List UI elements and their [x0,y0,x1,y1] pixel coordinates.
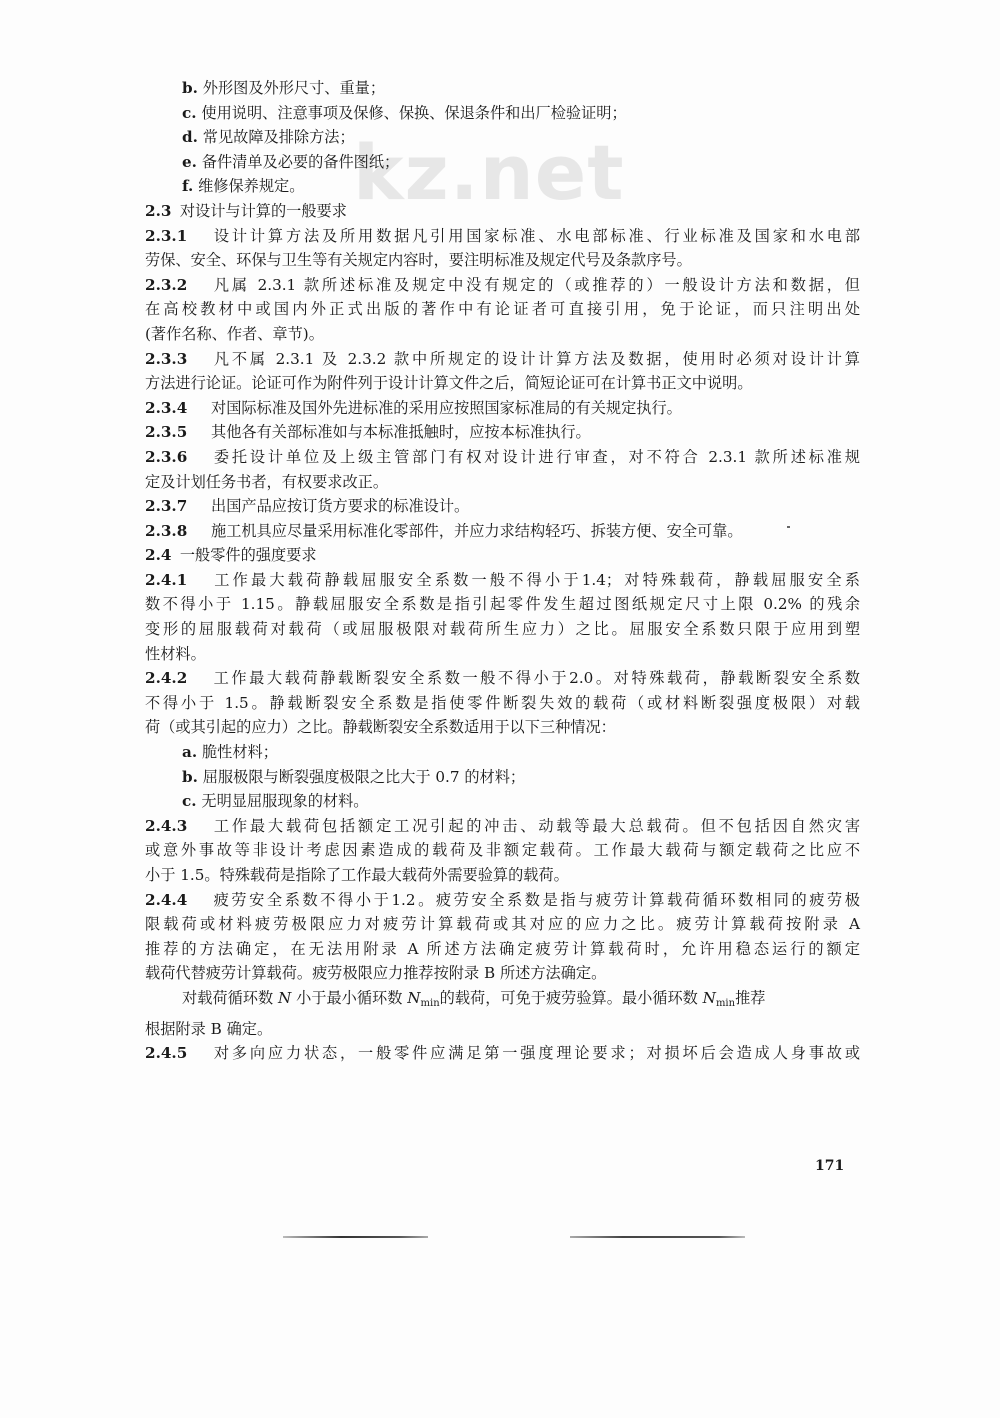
clause-2-3-8 [145,519,860,544]
clause-text: 出国产品应按订货方要求的标准设计。 [211,497,470,516]
clause-number: 2.3.8 [145,521,188,540]
clause-2-3-5 [145,420,860,445]
clause-2-3-1-line-1 [145,224,860,249]
clause-number: 2.3.3 [145,349,188,368]
clause-2-4-4-line-3: 推荐的方法确定，在无法用附录 A 所述方法确定疲劳计算载荷时，允许用稳态运行的额定 [145,939,860,958]
clause-number: 2.4.4 [145,890,188,909]
sub-item-b [145,765,860,790]
clause-number: 2.4.2 [145,669,188,688]
clause-2-4-2-line-3: 荷（或其引起的应力）之比。静载断裂安全系数适用于以下三种情况： [145,718,616,737]
clause-2-4-2-line-2: 不得小于 1.5。静载断裂安全系数是指使零件断裂失效的载荷（或材料断裂强度极限）对载 [145,693,860,712]
section-heading-2-4 [145,543,860,568]
list-label: d. [182,128,198,147]
clause-2-4-1-line-2: 数不得小于 1.15。静载屈服安全系数是指引起零件发生超过图纸规定尺寸上限 0.2% 的残余 [145,595,860,614]
clause-2-3-2-line-2: 在高校教材中或国内外正式出版的著作中有论证者可直接引用，免于论证，而只注明出处 [145,300,860,319]
watermark: kz.net [353,128,625,217]
clause-2-3-3-line-1 [145,347,860,372]
clause-text: 委托设计单位及上级主管部门有权对设计进行审查，对不符合 2.3.1 款所述标准规 [211,447,860,466]
clause-text: 施工机具应尽量采用标准化零部件，并应力求结构轻巧、拆装方便、安全可靠。 [211,521,743,540]
clause-2-3-3-line-2: 方法进行论证。论证可作为附件列于设计计算文件之后，简短论证可在计算书正文中说明。 [145,374,753,393]
clause-2-4-5-line-1 [145,1041,860,1066]
list-text: 备件清单及必要的备件图纸； [201,152,400,171]
list-label: a. [182,743,198,762]
page-body [145,76,860,1066]
section-number: 2.3 [145,201,172,220]
clause-2-4-4-line-2: 限载荷或材料疲劳极限应力对疲劳计算载荷或其对应的应力之比。疲劳计算载荷按附录 A [145,915,860,934]
scan-rule-left [283,1236,428,1238]
clause-2-4-4-line-4: 载荷代替疲劳计算载荷。疲劳极限应力推荐按附录 B 所述方法确定。 [145,964,607,983]
list-item-d [145,125,860,150]
clause-text: 对多向应力状态，一般零件应满足第一强度理论要求；对损坏后会造成人身事故或 [211,1044,860,1063]
clause-2-3-6-line-1 [145,445,860,470]
clause-text: 工作最大载荷包括额定工况引起的冲击、动载等最大总载荷。但不包括因自然灾害 [211,816,860,835]
clause-text: 凡不属 2.3.1 及 2.3.2 款中所规定的设计计算方法及数据，使用时必须对设计计算 [211,349,860,368]
subscript-min: min [715,997,736,1009]
section-title: 对设计与计算的一般要求 [179,201,347,220]
list-text: 使用说明、注意事项及保修、保换、保退条件和出厂检验证明； [201,103,627,122]
clause-2-4-2-line-1 [145,666,860,691]
clause-text: 工作最大载荷静载断裂安全系数一般不得小于2.0。对特殊载荷，静载断裂安全系数 [211,669,860,688]
clause-2-3-7 [145,494,860,519]
clause-text: 工作最大载荷静载屈服安全系数一般不得小于1.4；对特殊载荷，静载屈服安全系 [211,570,860,589]
list-text: 维修保养规定。 [198,177,305,196]
text-run: 的载荷，可免于疲劳验算。最小循环数 [439,988,703,1007]
section-heading-2-3 [145,199,860,224]
list-label: f. [182,177,194,196]
list-label: b. [182,79,198,97]
clause-text: 凡属 2.3.1 款所述标准及规定中没有规定的（或推荐的）一般设计方法和数据，但 [211,275,860,294]
clause-2-3-1-line-2: 劳保、安全、环保与卫生等有关规定内容时，要注明标准及规定代号及条款序号。 [145,251,692,270]
list-text: 常见故障及排除方法； [202,128,355,147]
list-label: c. [182,792,197,811]
scan-speck [787,526,790,528]
clause-2-3-2-line-1 [145,273,860,298]
clause-number: 2.4.1 [145,570,188,589]
list-text: 无明显屈服现象的材料。 [201,792,369,811]
list-label: e. [182,152,197,171]
list-item-b [145,76,860,101]
paragraph-cycles-line-1 [145,986,860,1017]
text-run: 对载荷循环数 [182,988,278,1007]
list-item-c [145,101,860,126]
clause-2-4-3-line-2: 或意外事故等非设计考虑因素造成的载荷及非额定载荷。工作最大载荷与额定载荷之比应不 [145,841,860,860]
clause-number: 2.3.5 [145,423,188,442]
clause-text: 其他各有关部标准如与本标准抵触时，应按本标准执行。 [211,423,591,442]
clause-2-4-3-line-3: 小于 1.5。特殊载荷是指除了工作最大载荷外需要验算的载荷。 [145,866,569,884]
sub-item-c [145,789,860,814]
clause-number: 2.3.1 [145,226,188,245]
clause-number: 2.3.2 [145,275,188,294]
clause-number: 2.3.7 [145,497,188,516]
list-text: 屈服极限与断裂强度极限之比大于 0.7 的材料； [202,767,526,786]
clause-number: 2.4.3 [145,816,188,835]
clause-number: 2.3.4 [145,398,188,417]
text-run: 小于最小循环数 [291,988,408,1007]
variable-nmin: N [702,988,716,1007]
list-item-e [145,150,860,175]
text-run: 推荐 [735,988,766,1007]
section-title: 一般零件的强度要求 [179,546,317,565]
clause-text: 对国际标准及国外先进标准的采用应按照国家标准局的有关规定执行。 [211,398,682,417]
section-number: 2.4 [145,546,172,565]
scan-rule-right [570,1236,745,1238]
page-number: 171 [815,1158,845,1174]
variable-n: N [277,988,292,1007]
list-item-f [145,174,860,199]
clause-number: 2.3.6 [145,447,188,466]
list-text: 脆性材料； [201,743,278,762]
list-label: c. [182,103,197,122]
clause-2-3-2-line-3: (著作名称、作者、章节)。 [145,324,324,343]
clause-2-4-1-line-3: 变形的屈服载荷对载荷（或屈服极限对载荷所生应力）之比。屈服安全系数只限于应用到塑 [145,620,860,639]
clause-2-4-3-line-1 [145,814,860,839]
variable-nmin: N [407,988,421,1007]
paragraph-cycles-line-2: 根据附录 B 确定。 [145,1019,273,1038]
clause-text: 疲劳安全系数不得小于1.2。疲劳安全系数是指与疲劳计算载荷循环数相同的疲劳极 [211,890,860,909]
subscript-min: min [420,997,440,1009]
clause-2-4-4-line-1 [145,888,860,913]
clause-2-3-6-line-2: 定及计划任务书者，有权要求改正。 [145,472,388,491]
clause-2-4-1-line-4: 性材料。 [145,644,206,663]
list-label: b. [182,767,198,786]
clause-text: 设计计算方法及所用数据凡引用国家标准、水电部标准、行业标准及国家和水电部 [211,226,860,245]
sub-item-a [145,740,860,765]
list-text: 外形图及外形尺寸、重量； [202,79,385,97]
clause-2-4-1-line-1 [145,568,860,593]
clause-2-3-4 [145,396,860,421]
clause-number: 2.4.5 [145,1044,188,1063]
